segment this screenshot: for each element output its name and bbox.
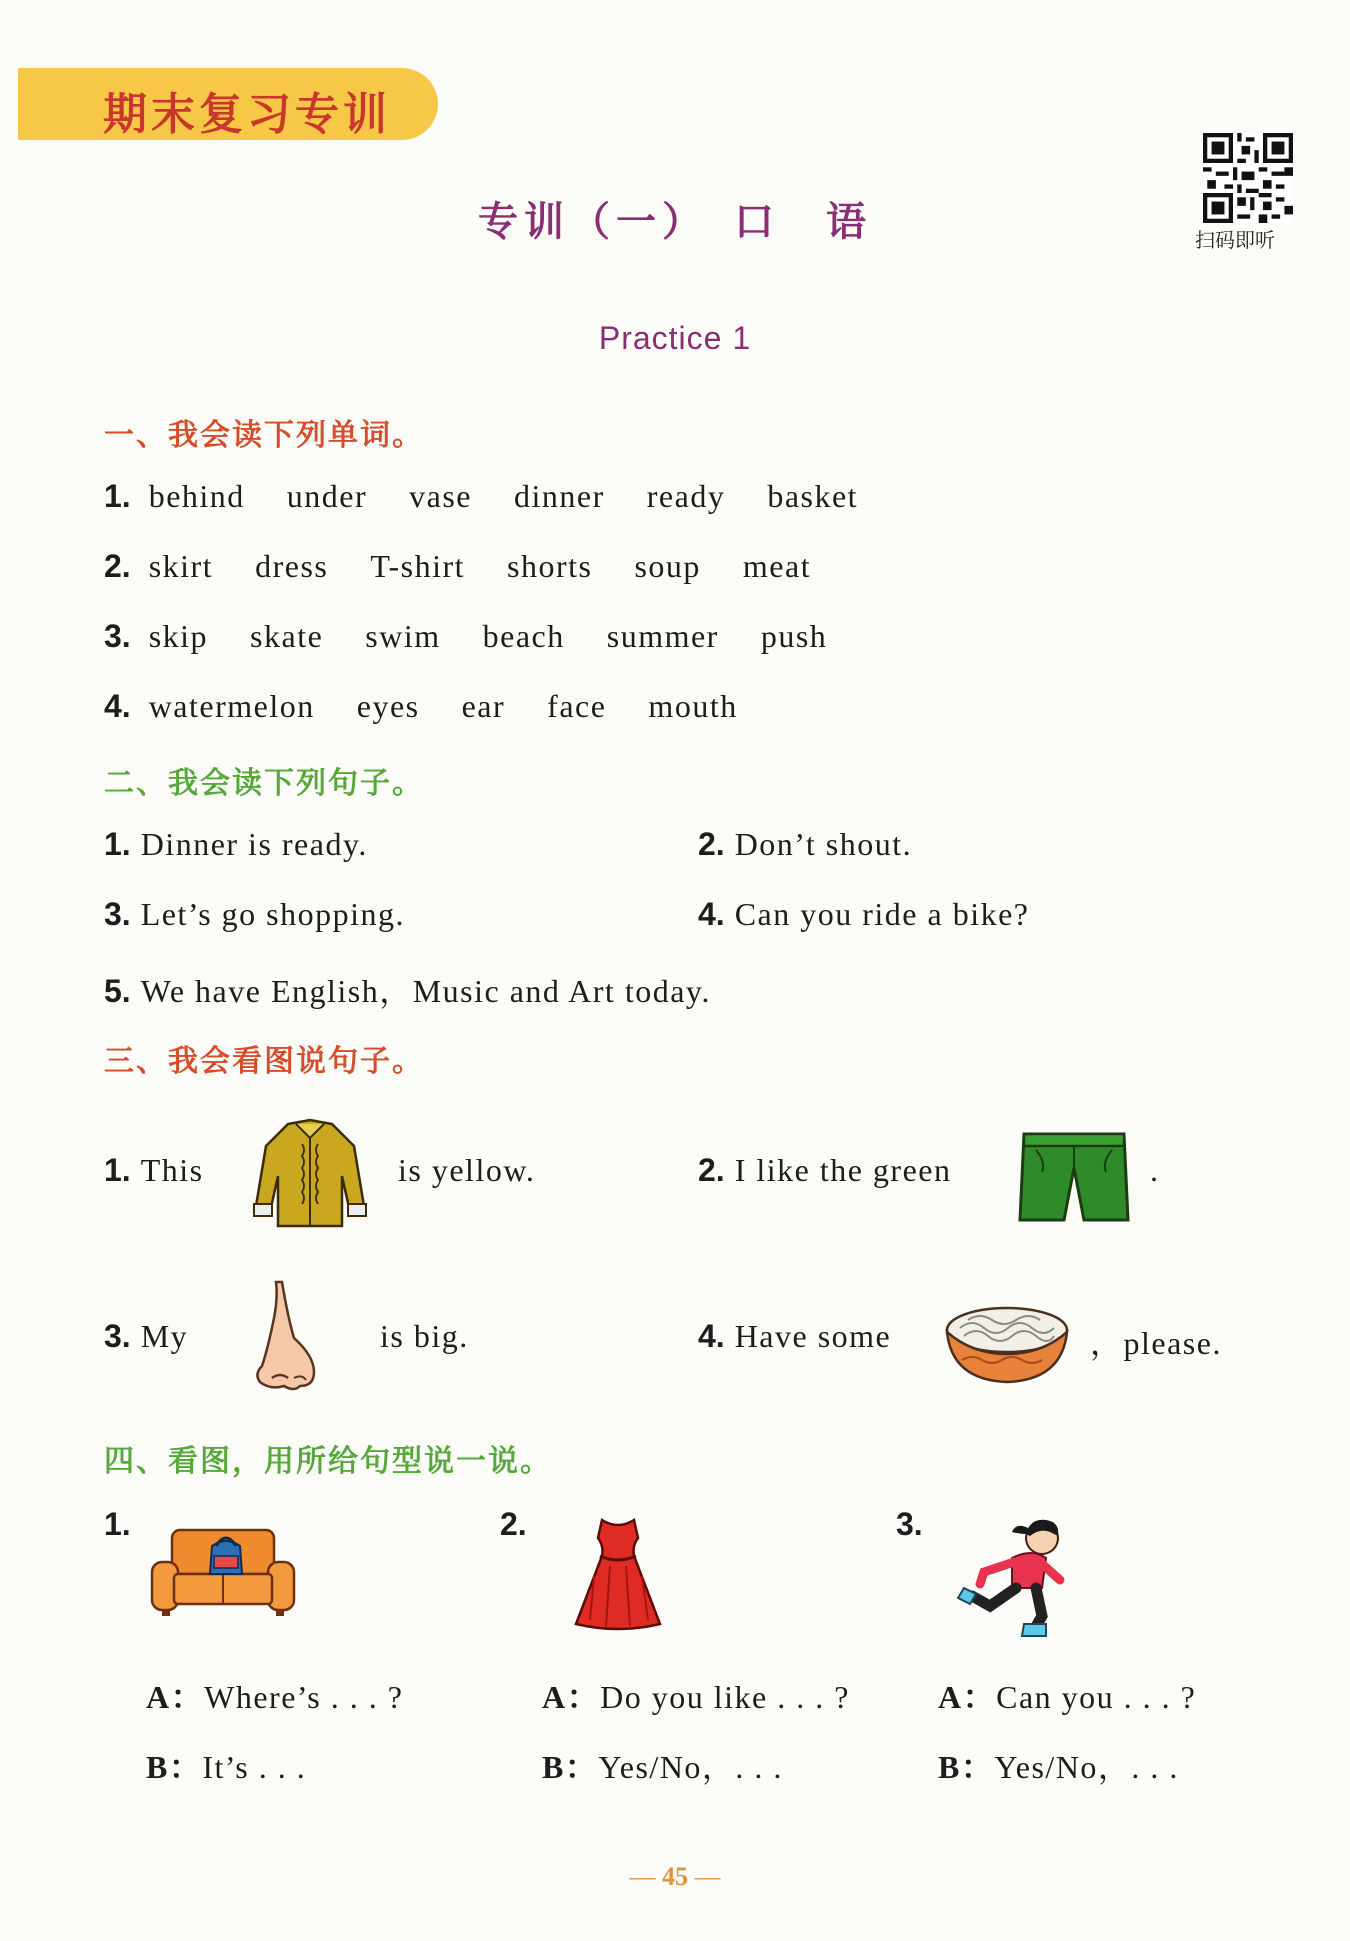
sentence-3	[104, 896, 405, 933]
picture-sentence-3-end	[380, 1318, 469, 1355]
word: ear	[461, 688, 506, 724]
sentence-1	[104, 826, 368, 863]
word: beach	[482, 618, 565, 654]
item-number: 1.	[104, 1506, 131, 1542]
running-girl-icon	[950, 1512, 1080, 1642]
word: T-shirt	[370, 548, 465, 584]
green-shorts-icon	[1016, 1128, 1132, 1224]
item-number: 4.	[698, 896, 725, 932]
section1-heading: 一、我会读下列单词。	[104, 418, 424, 453]
word: under	[286, 478, 368, 514]
word: face	[547, 688, 607, 724]
dash-left: —	[629, 1862, 662, 1891]
word: skirt	[148, 548, 214, 584]
word: summer	[606, 618, 719, 654]
word: shorts	[507, 548, 593, 584]
dialogue-3-a	[938, 1672, 1196, 1718]
dialogue-1-b	[146, 1742, 306, 1788]
row-number: 2.	[104, 548, 131, 584]
word: meat	[742, 548, 812, 584]
qr-label: 扫码即听	[1195, 228, 1275, 252]
sentence-text: is big.	[380, 1318, 469, 1354]
noodles-bowl-icon	[942, 1300, 1072, 1386]
sentence-text: Have some	[734, 1318, 892, 1354]
dialogue-3-number	[896, 1506, 933, 1543]
sentence-text: My	[140, 1318, 189, 1354]
word-row-1	[104, 478, 892, 515]
word: skate	[250, 618, 324, 654]
word: watermelon	[148, 688, 315, 724]
speaker-a-label: A：	[146, 1679, 205, 1715]
header-tab	[18, 68, 438, 140]
item-number: 5.	[104, 973, 131, 1009]
word-row-4	[104, 688, 772, 725]
word-row-2	[104, 548, 845, 585]
word: ready	[646, 478, 726, 514]
red-dress-icon	[574, 1516, 662, 1634]
sentence-text: Don’t shout.	[734, 826, 913, 862]
sentence-text: is yellow.	[398, 1152, 536, 1188]
speaker-a-label: A：	[938, 1679, 997, 1715]
item-number: 4.	[698, 1318, 725, 1354]
word: push	[760, 618, 828, 654]
word: dinner	[514, 478, 605, 514]
section3-heading: 三、我会看图说句子。	[104, 1044, 424, 1079]
row-number: 4.	[104, 688, 131, 724]
item-number: 3.	[104, 896, 131, 932]
dialogue-text: Where’s . . . ?	[204, 1679, 404, 1715]
item-number: 2.	[698, 826, 725, 862]
dialogue-2-a	[542, 1672, 850, 1718]
speaker-b-label: B：	[938, 1749, 995, 1785]
word: eyes	[356, 688, 420, 724]
word: swim	[365, 618, 441, 654]
picture-sentence-3-start	[104, 1318, 188, 1355]
dialogue-text: It’s . . .	[202, 1749, 307, 1785]
sentence-4	[698, 896, 1029, 933]
row-number: 3.	[104, 618, 131, 654]
item-number: 2.	[698, 1152, 725, 1188]
dialogue-text: Do you like . . . ?	[600, 1679, 850, 1715]
word: basket	[767, 478, 859, 514]
speaker-b-label: B：	[146, 1749, 203, 1785]
sentence-text: This	[140, 1152, 204, 1188]
word-row-3	[104, 618, 861, 655]
picture-sentence-1-start	[104, 1152, 204, 1189]
picture-sentence-4-end	[1090, 1318, 1222, 1364]
page-number-value: 45	[662, 1862, 688, 1891]
speaker-b-label: B：	[542, 1749, 599, 1785]
word: skip	[148, 618, 209, 654]
nose-icon	[248, 1278, 328, 1394]
word: mouth	[648, 688, 738, 724]
word: behind	[148, 478, 245, 514]
item-number: 1.	[104, 1152, 131, 1188]
page-subtitle: Practice 1	[598, 320, 752, 356]
word: dress	[255, 548, 329, 584]
word: vase	[409, 478, 472, 514]
dialogue-1-number	[104, 1506, 141, 1543]
header-tab-label: 期末复习专训	[103, 89, 391, 140]
sentence-text: Can you ride a bike?	[734, 896, 1030, 932]
sofa-with-bag-icon	[150, 1522, 296, 1618]
picture-sentence-2-end	[1150, 1152, 1160, 1189]
dialogue-2-b	[542, 1742, 783, 1788]
dash-right: —	[688, 1862, 721, 1891]
dialogue-2-number	[500, 1506, 537, 1543]
sentence-text: We have English，Music and Art today.	[140, 973, 711, 1009]
sentence-text: Dinner is ready.	[140, 826, 368, 862]
picture-sentence-1-end	[398, 1152, 535, 1189]
page-number	[0, 1862, 1350, 1892]
page-title: 专训（一） 口 语	[478, 199, 872, 245]
sentence-2	[698, 826, 912, 863]
picture-sentence-2-start	[698, 1152, 951, 1189]
speaker-a-label: A：	[542, 1679, 601, 1715]
dialogue-text: Yes/No，. . .	[598, 1749, 783, 1785]
section2-heading: 二、我会读下列句子。	[104, 766, 424, 801]
sentence-5	[104, 966, 711, 1012]
dialogue-text: Yes/No，. . .	[994, 1749, 1179, 1785]
dialogue-text: Can you . . . ?	[996, 1679, 1197, 1715]
section4-heading: 四、看图，用所给句型说一说。	[104, 1444, 552, 1479]
item-number: 3.	[896, 1506, 923, 1542]
item-number: 1.	[104, 826, 131, 862]
word: soup	[634, 548, 701, 584]
picture-sentence-4-start	[698, 1318, 891, 1355]
item-number: 3.	[104, 1318, 131, 1354]
row-number: 1.	[104, 478, 131, 514]
sentence-text: I like the green	[734, 1152, 952, 1188]
sentence-text: ，please.	[1090, 1325, 1222, 1361]
item-number: 2.	[500, 1506, 527, 1542]
sentence-text: Let’s go shopping.	[140, 896, 406, 932]
yellow-shirt-icon	[250, 1116, 370, 1232]
dialogue-1-a	[146, 1672, 403, 1718]
dialogue-3-b	[938, 1742, 1179, 1788]
sentence-text: .	[1150, 1152, 1160, 1188]
